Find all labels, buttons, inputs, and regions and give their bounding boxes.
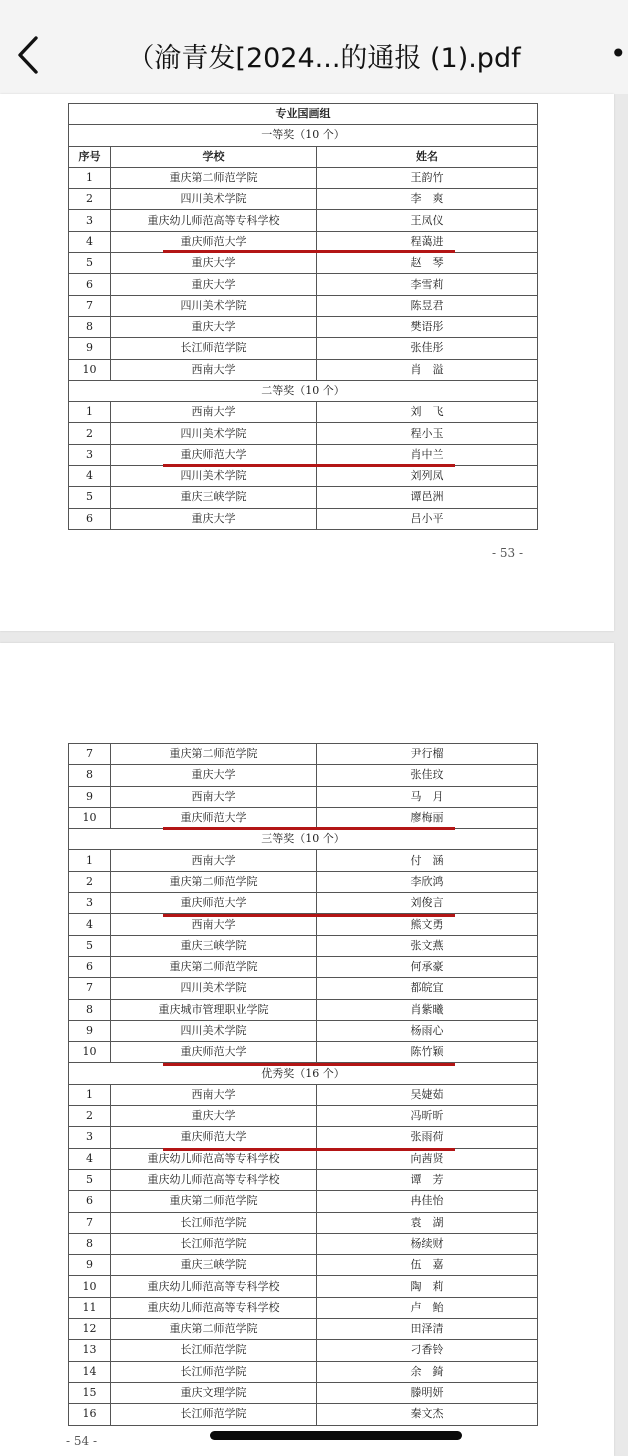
school-cell: 重庆师范大学 — [111, 807, 317, 828]
table-row — [69, 444, 538, 465]
name-cell: 肖 溢 — [317, 359, 538, 380]
school-cell: 四川美术学院 — [111, 466, 317, 487]
table-row — [69, 1319, 538, 1340]
school-cell: 重庆幼儿师范高等专科学校 — [111, 1297, 317, 1318]
rank-cell: 8 — [69, 999, 111, 1020]
rank-cell: 10 — [69, 359, 111, 380]
table-row — [69, 914, 538, 935]
school-cell: 西南大学 — [111, 914, 317, 935]
rank-cell: 3 — [69, 893, 111, 914]
school-cell: 西南大学 — [111, 359, 317, 380]
section-heading-row-cell: 优秀奖（16 个） — [69, 1063, 538, 1084]
rank-cell: 8 — [69, 1233, 111, 1254]
table-row — [69, 423, 538, 444]
table-row — [69, 253, 538, 274]
name-cell: 秦文杰 — [317, 1404, 538, 1425]
name-cell: 滕明妍 — [317, 1382, 538, 1403]
name-cell: 刘列凤 — [317, 466, 538, 487]
table-row — [69, 1382, 538, 1403]
name-cell: 李雪莉 — [317, 274, 538, 295]
name-cell: 吴婕茹 — [317, 1084, 538, 1105]
section-heading-row-cell: 一等奖（10 个） — [69, 125, 538, 146]
table-row — [69, 338, 538, 359]
highlight-underline — [163, 827, 455, 830]
school-cell: 重庆大学 — [111, 253, 317, 274]
rank-cell: 5 — [69, 253, 111, 274]
name-cell: 程蔼进 — [317, 231, 538, 252]
rank-cell: 3 — [69, 444, 111, 465]
table-row — [69, 978, 538, 999]
table-row — [69, 1276, 538, 1297]
rank-cell: 1 — [69, 1084, 111, 1105]
school-cell: 西南大学 — [111, 850, 317, 871]
table-row — [69, 850, 538, 871]
name-cell: 李 爽 — [317, 189, 538, 210]
name-cell: 向茜贤 — [317, 1148, 538, 1169]
school-cell: 四川美术学院 — [111, 978, 317, 999]
school-cell: 四川美术学院 — [111, 295, 317, 316]
school-cell: 长江师范学院 — [111, 1233, 317, 1254]
name-cell: 程小玉 — [317, 423, 538, 444]
name-cell: 刁香铃 — [317, 1340, 538, 1361]
group-title-row — [69, 104, 538, 125]
name-cell: 余 錡 — [317, 1361, 538, 1382]
name-cell: 张文燕 — [317, 935, 538, 956]
pdf-page-53 — [0, 94, 614, 631]
table-row — [69, 1233, 538, 1254]
school-cell: 四川美术学院 — [111, 189, 317, 210]
more-dots-icon[interactable]: • — [610, 37, 627, 70]
school-cell: 重庆师范大学 — [111, 893, 317, 914]
rank-cell: 3 — [69, 210, 111, 231]
table-row — [69, 274, 538, 295]
table-row — [69, 1169, 538, 1190]
table-row — [69, 167, 538, 188]
rank-cell: 1 — [69, 402, 111, 423]
rank-cell: 7 — [69, 744, 111, 765]
school-cell: 重庆幼儿师范高等专科学校 — [111, 1148, 317, 1169]
table-row — [69, 189, 538, 210]
table-row — [69, 210, 538, 231]
name-cell: 马 月 — [317, 786, 538, 807]
rank-cell: 6 — [69, 956, 111, 977]
page-number: - 53 - — [492, 546, 524, 560]
school-cell: 重庆第二师范学院 — [111, 744, 317, 765]
name-cell: 刘俊言 — [317, 893, 538, 914]
school-cell: 重庆大学 — [111, 316, 317, 337]
rank-cell: 10 — [69, 1042, 111, 1063]
name-cell: 冯昕昕 — [317, 1106, 538, 1127]
rank-cell: 3 — [69, 1127, 111, 1148]
rank-cell: 6 — [69, 1191, 111, 1212]
school-cell: 重庆大学 — [111, 1106, 317, 1127]
rank-cell: 16 — [69, 1404, 111, 1425]
name-cell: 谭 芳 — [317, 1169, 538, 1190]
school-cell: 重庆师范大学 — [111, 231, 317, 252]
school-cell: 长江师范学院 — [111, 1404, 317, 1425]
school-cell: 重庆师范大学 — [111, 444, 317, 465]
table-row — [69, 1361, 538, 1382]
table-row — [69, 508, 538, 529]
rank-cell: 5 — [69, 487, 111, 508]
school-cell: 重庆第二师范学院 — [111, 956, 317, 977]
rank-cell: 4 — [69, 231, 111, 252]
name-cell: 陈竹颖 — [317, 1042, 538, 1063]
table-row — [69, 1255, 538, 1276]
name-cell: 李欣鸿 — [317, 871, 538, 892]
table-row — [69, 1042, 538, 1063]
school-cell: 重庆城市管理职业学院 — [111, 999, 317, 1020]
rank-cell: 9 — [69, 338, 111, 359]
header-school: 学校 — [111, 146, 317, 167]
name-cell: 伍 嘉 — [317, 1255, 538, 1276]
table-row — [69, 1084, 538, 1105]
highlight-underline — [163, 1148, 455, 1151]
name-cell: 都皖宜 — [317, 978, 538, 999]
school-cell: 重庆大学 — [111, 508, 317, 529]
table-row — [69, 1191, 538, 1212]
table-row — [69, 765, 538, 786]
name-cell: 何承豪 — [317, 956, 538, 977]
table-row — [69, 871, 538, 892]
section-heading-row — [69, 1063, 538, 1084]
highlight-underline — [163, 250, 455, 253]
highlight-underline — [163, 1063, 455, 1066]
rank-cell: 5 — [69, 1169, 111, 1190]
school-cell: 重庆师范大学 — [111, 1127, 317, 1148]
rank-cell: 14 — [69, 1361, 111, 1382]
chevron-left-icon — [6, 28, 50, 82]
rank-cell: 6 — [69, 508, 111, 529]
table-row — [69, 1127, 538, 1148]
name-cell: 冉佳怡 — [317, 1191, 538, 1212]
rank-cell: 4 — [69, 914, 111, 935]
table-row — [69, 1340, 538, 1361]
name-cell: 张佳玟 — [317, 765, 538, 786]
name-cell: 付 涵 — [317, 850, 538, 871]
name-cell: 王凤仪 — [317, 210, 538, 231]
highlight-underline — [163, 914, 455, 917]
school-cell: 长江师范学院 — [111, 338, 317, 359]
school-cell: 重庆大学 — [111, 765, 317, 786]
column-header-row — [69, 146, 538, 167]
school-cell: 西南大学 — [111, 402, 317, 423]
name-cell: 袁 湖 — [317, 1212, 538, 1233]
rank-cell: 13 — [69, 1340, 111, 1361]
school-cell: 重庆幼儿师范高等专科学校 — [111, 1276, 317, 1297]
school-cell: 重庆第二师范学院 — [111, 1319, 317, 1340]
name-cell: 尹行榴 — [317, 744, 538, 765]
school-cell: 重庆三峡学院 — [111, 487, 317, 508]
rank-cell: 2 — [69, 1106, 111, 1127]
name-cell: 谭邑洲 — [317, 487, 538, 508]
name-cell: 陈昱君 — [317, 295, 538, 316]
rank-cell: 9 — [69, 1255, 111, 1276]
school-cell: 四川美术学院 — [111, 423, 317, 444]
school-cell: 重庆大学 — [111, 274, 317, 295]
name-cell: 肖紫曦 — [317, 999, 538, 1020]
highlight-underline — [163, 464, 455, 467]
section-heading-row-cell: 三等奖（10 个） — [69, 829, 538, 850]
header-name: 姓名 — [317, 146, 538, 167]
rank-cell: 2 — [69, 423, 111, 444]
school-cell: 重庆三峡学院 — [111, 1255, 317, 1276]
award-table-page-54 — [68, 743, 538, 1426]
name-cell: 田泽清 — [317, 1319, 538, 1340]
table-row — [69, 402, 538, 423]
section-heading-row-cell: 二等奖（10 个） — [69, 380, 538, 401]
table-row — [69, 466, 538, 487]
name-cell: 杨雨心 — [317, 1020, 538, 1041]
rank-cell: 10 — [69, 1276, 111, 1297]
name-cell: 王韵竹 — [317, 167, 538, 188]
rank-cell: 8 — [69, 765, 111, 786]
rank-cell: 11 — [69, 1297, 111, 1318]
table-row — [69, 893, 538, 914]
app-header — [0, 0, 628, 94]
name-cell: 吕小平 — [317, 508, 538, 529]
section-heading-row — [69, 380, 538, 401]
school-cell: 重庆第二师范学院 — [111, 1191, 317, 1212]
rank-cell: 1 — [69, 167, 111, 188]
school-cell: 长江师范学院 — [111, 1340, 317, 1361]
rank-cell: 4 — [69, 1148, 111, 1169]
school-cell: 四川美术学院 — [111, 1020, 317, 1041]
school-cell: 重庆幼儿师范高等专科学校 — [111, 1169, 317, 1190]
school-cell: 长江师范学院 — [111, 1212, 317, 1233]
table-row — [69, 1106, 538, 1127]
name-cell: 廖梅丽 — [317, 807, 538, 828]
school-cell: 重庆第二师范学院 — [111, 167, 317, 188]
rank-cell: 2 — [69, 871, 111, 892]
back-button[interactable] — [6, 28, 50, 82]
document-title: （渝青发[2024...的通报 (1).pdf — [127, 43, 521, 74]
table-row — [69, 316, 538, 337]
name-cell: 肖中兰 — [317, 444, 538, 465]
school-cell: 重庆三峡学院 — [111, 935, 317, 956]
school-cell: 长江师范学院 — [111, 1361, 317, 1382]
rank-cell: 4 — [69, 466, 111, 487]
name-cell: 杨续财 — [317, 1233, 538, 1254]
rank-cell: 6 — [69, 274, 111, 295]
rank-cell: 10 — [69, 807, 111, 828]
school-cell: 西南大学 — [111, 1084, 317, 1105]
table-row — [69, 999, 538, 1020]
section-heading-row — [69, 125, 538, 146]
rank-cell: 7 — [69, 978, 111, 999]
name-cell: 张佳彤 — [317, 338, 538, 359]
table-row — [69, 1212, 538, 1233]
table-row — [69, 956, 538, 977]
header-rank: 序号 — [69, 146, 111, 167]
name-cell: 赵 琴 — [317, 253, 538, 274]
school-cell: 重庆第二师范学院 — [111, 871, 317, 892]
rank-cell: 2 — [69, 189, 111, 210]
rank-cell: 7 — [69, 295, 111, 316]
home-indicator — [210, 1431, 462, 1440]
name-cell: 刘 飞 — [317, 402, 538, 423]
school-cell: 西南大学 — [111, 786, 317, 807]
rank-cell: 8 — [69, 316, 111, 337]
group-title-row-cell: 专业国画组 — [69, 104, 538, 125]
table-row — [69, 359, 538, 380]
school-cell: 重庆文理学院 — [111, 1382, 317, 1403]
rank-cell: 1 — [69, 850, 111, 871]
section-heading-row — [69, 829, 538, 850]
pdf-page-54 — [0, 643, 614, 1456]
name-cell: 卢 鲐 — [317, 1297, 538, 1318]
name-cell: 陶 莉 — [317, 1276, 538, 1297]
table-row — [69, 1297, 538, 1318]
table-row — [69, 807, 538, 828]
rank-cell: 12 — [69, 1319, 111, 1340]
rank-cell: 9 — [69, 786, 111, 807]
table-row — [69, 1404, 538, 1425]
table-row — [69, 295, 538, 316]
school-cell: 重庆师范大学 — [111, 1042, 317, 1063]
table-row — [69, 744, 538, 765]
page-number: - 54 - — [66, 1434, 98, 1448]
school-cell: 重庆幼儿师范高等专科学校 — [111, 210, 317, 231]
name-cell: 樊语彤 — [317, 316, 538, 337]
name-cell: 张雨荷 — [317, 1127, 538, 1148]
table-row — [69, 786, 538, 807]
rank-cell: 15 — [69, 1382, 111, 1403]
name-cell: 熊文勇 — [317, 914, 538, 935]
rank-cell: 9 — [69, 1020, 111, 1041]
table-row — [69, 1020, 538, 1041]
table-row — [69, 935, 538, 956]
table-row — [69, 1148, 538, 1169]
table-row — [69, 487, 538, 508]
rank-cell: 5 — [69, 935, 111, 956]
rank-cell: 7 — [69, 1212, 111, 1233]
